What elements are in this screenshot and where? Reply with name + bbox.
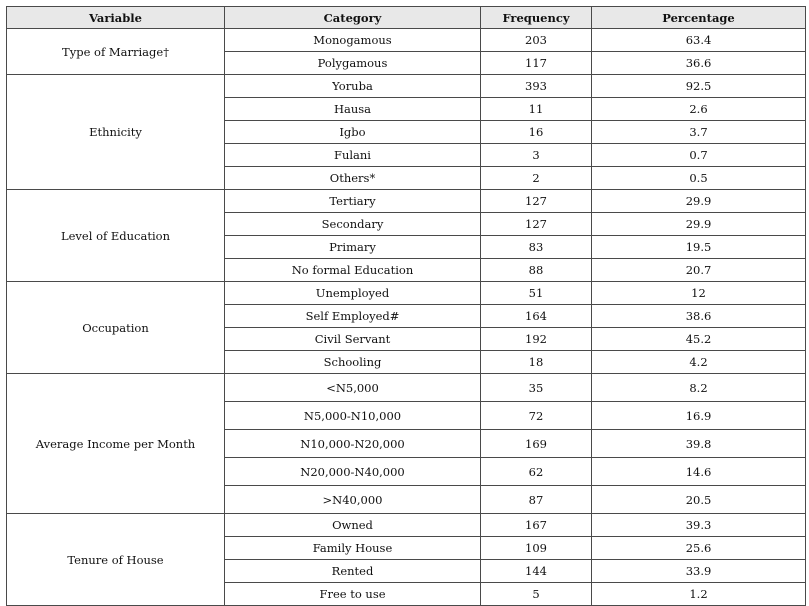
category-cell: >N40,000: [225, 486, 481, 514]
category-cell: Unemployed: [225, 282, 481, 305]
frequency-cell: 88: [481, 259, 592, 282]
frequency-cell: 169: [481, 430, 592, 458]
frequency-cell: 72: [481, 402, 592, 430]
table-row: [7, 514, 806, 537]
percentage-cell: 16.9: [592, 402, 806, 430]
category-cell: Others*: [225, 167, 481, 190]
percentage-cell: 8.2: [592, 374, 806, 402]
header-frequency: Frequency: [481, 7, 592, 29]
frequency-cell: 51: [481, 282, 592, 305]
table-row: [7, 190, 806, 213]
percentage-cell: 63.4: [592, 29, 806, 52]
percentage-cell: 20.5: [592, 486, 806, 514]
category-cell: Secondary: [225, 213, 481, 236]
percentage-cell: 4.2: [592, 351, 806, 374]
frequency-cell: 35: [481, 374, 592, 402]
frequency-cell: 144: [481, 560, 592, 583]
variable-cell: Ethnicity: [7, 75, 225, 190]
frequency-cell: 164: [481, 305, 592, 328]
category-cell: Family House: [225, 537, 481, 560]
percentage-cell: 12: [592, 282, 806, 305]
percentage-cell: 20.7: [592, 259, 806, 282]
percentage-cell: 36.6: [592, 52, 806, 75]
category-cell: Owned: [225, 514, 481, 537]
frequency-cell: 393: [481, 75, 592, 98]
category-cell: Free to use: [225, 583, 481, 606]
table-row: [7, 29, 806, 52]
header-row: [7, 7, 806, 29]
percentage-cell: 39.8: [592, 430, 806, 458]
percentage-cell: 1.2: [592, 583, 806, 606]
percentage-cell: 14.6: [592, 458, 806, 486]
percentage-cell: 29.9: [592, 190, 806, 213]
header-category: Category: [225, 7, 481, 29]
variable-cell: Average Income per Month: [7, 374, 225, 514]
category-cell: N20,000-N40,000: [225, 458, 481, 486]
table-row: [7, 374, 806, 402]
category-cell: Fulani: [225, 144, 481, 167]
frequency-cell: 127: [481, 190, 592, 213]
percentage-cell: 19.5: [592, 236, 806, 259]
percentage-cell: 0.7: [592, 144, 806, 167]
percentage-cell: 92.5: [592, 75, 806, 98]
frequency-cell: 192: [481, 328, 592, 351]
frequency-cell: 127: [481, 213, 592, 236]
demographics-table: [6, 6, 806, 606]
table-row: [7, 75, 806, 98]
variable-cell: Type of Marriage†: [7, 29, 225, 75]
category-cell: N10,000-N20,000: [225, 430, 481, 458]
variable-cell: Tenure of House: [7, 514, 225, 606]
percentage-cell: 38.6: [592, 305, 806, 328]
frequency-cell: 11: [481, 98, 592, 121]
frequency-cell: 5: [481, 583, 592, 606]
header-variable: Variable: [7, 7, 225, 29]
frequency-cell: 117: [481, 52, 592, 75]
frequency-cell: 2: [481, 167, 592, 190]
category-cell: No formal Education: [225, 259, 481, 282]
category-cell: Civil Servant: [225, 328, 481, 351]
percentage-cell: 3.7: [592, 121, 806, 144]
frequency-cell: 18: [481, 351, 592, 374]
frequency-cell: 62: [481, 458, 592, 486]
frequency-cell: 16: [481, 121, 592, 144]
category-cell: <N5,000: [225, 374, 481, 402]
category-cell: Hausa: [225, 98, 481, 121]
percentage-cell: 29.9: [592, 213, 806, 236]
variable-cell: Level of Education: [7, 190, 225, 282]
category-cell: Primary: [225, 236, 481, 259]
frequency-cell: 167: [481, 514, 592, 537]
category-cell: Yoruba: [225, 75, 481, 98]
category-cell: Rented: [225, 560, 481, 583]
frequency-cell: 109: [481, 537, 592, 560]
category-cell: Igbo: [225, 121, 481, 144]
frequency-cell: 87: [481, 486, 592, 514]
frequency-cell: 203: [481, 29, 592, 52]
frequency-cell: 3: [481, 144, 592, 167]
category-cell: Polygamous: [225, 52, 481, 75]
frequency-cell: 83: [481, 236, 592, 259]
header-percentage: Percentage: [592, 7, 806, 29]
category-cell: N5,000-N10,000: [225, 402, 481, 430]
category-cell: Self Employed#: [225, 305, 481, 328]
category-cell: Schooling: [225, 351, 481, 374]
variable-cell: Occupation: [7, 282, 225, 374]
category-cell: Monogamous: [225, 29, 481, 52]
percentage-cell: 0.5: [592, 167, 806, 190]
category-cell: Tertiary: [225, 190, 481, 213]
percentage-cell: 33.9: [592, 560, 806, 583]
percentage-cell: 39.3: [592, 514, 806, 537]
percentage-cell: 2.6: [592, 98, 806, 121]
percentage-cell: 25.6: [592, 537, 806, 560]
percentage-cell: 45.2: [592, 328, 806, 351]
table-row: [7, 282, 806, 305]
